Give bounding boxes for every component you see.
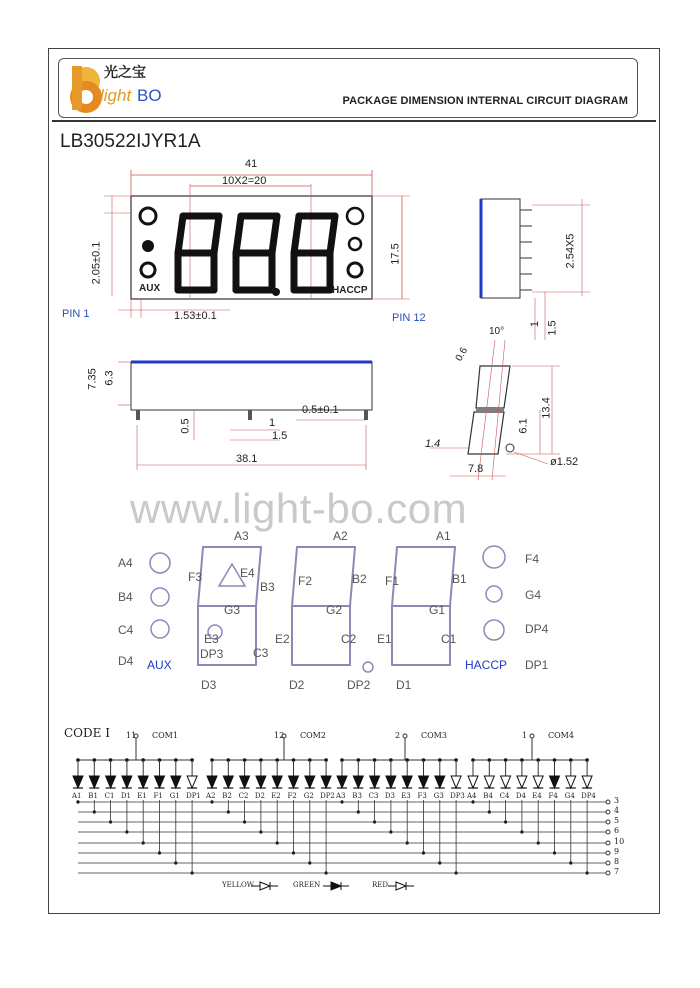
front-digit-3 xyxy=(294,216,335,290)
segment-pin-9: 9 xyxy=(614,847,620,856)
dim-2-54x5: 2.54X5 xyxy=(564,233,577,269)
diode-2-0 xyxy=(337,776,347,788)
segment-label-E4: E4 xyxy=(532,792,542,800)
map-label-d3-8: D3 xyxy=(201,678,217,692)
segment-label-DP2: DP2 xyxy=(320,792,335,800)
segment-pin-10: 10 xyxy=(614,837,625,846)
map-digit-1 xyxy=(392,547,455,665)
map-c4: C4 xyxy=(118,623,134,637)
diode-2-5 xyxy=(419,776,429,788)
front-digit-1-segment-5 xyxy=(178,216,183,253)
diode-0-3 xyxy=(122,776,132,788)
segment-label-A2: A2 xyxy=(206,792,216,800)
pin-terminal-2 xyxy=(606,820,610,824)
segment-label-E3: E3 xyxy=(401,792,411,800)
diode-2-7 xyxy=(451,776,461,788)
dim-10-deg: 10° xyxy=(489,326,505,337)
diode-3-0 xyxy=(468,776,478,788)
dim-0-5: 0.5 xyxy=(179,418,192,434)
map-g4: G4 xyxy=(525,588,542,602)
segment-label-B1: B1 xyxy=(88,792,98,800)
map-label-d3-5: E3 xyxy=(204,632,219,646)
dim-17-5: 17.5 xyxy=(389,243,402,265)
diode-1-4 xyxy=(272,776,282,788)
legend-green: GREEN xyxy=(293,881,321,889)
segment-label-F3: F3 xyxy=(417,792,427,800)
circuit-diagram xyxy=(73,734,610,890)
map-label-d3-4: G3 xyxy=(224,603,241,617)
dim-0-5pm: 0.5±0.1 xyxy=(302,404,339,416)
map-b4: B4 xyxy=(118,590,133,604)
front-digit-1-segment-1 xyxy=(214,216,219,253)
segment-label-F2: F2 xyxy=(287,792,297,800)
map-label-d3-3: B3 xyxy=(260,580,275,594)
segment-label-DP1: DP1 xyxy=(186,792,201,800)
segment-label-E1: E1 xyxy=(137,792,147,800)
diode-3-1 xyxy=(484,776,494,788)
diode-2-6 xyxy=(435,776,445,788)
pin-terminal-4 xyxy=(606,841,610,845)
segment-label-C3: C3 xyxy=(368,792,379,800)
map-label-d1-4: E1 xyxy=(377,632,392,646)
front-haccp: HACCP xyxy=(332,285,368,296)
dim-dia-1-52: ø1.52 xyxy=(550,456,579,468)
com-pin-2: 2 xyxy=(395,731,401,740)
dim-1: 1 xyxy=(269,417,276,429)
front-aux: AUX xyxy=(139,283,161,294)
diode-0-2 xyxy=(106,776,116,788)
map-label-d2-5: C2 xyxy=(341,632,357,646)
front-digit-2-segment-1 xyxy=(272,216,277,253)
diode-0-5 xyxy=(155,776,165,788)
segment-label-B3: B3 xyxy=(352,792,362,800)
map-a4: A4 xyxy=(118,556,133,570)
com-name-0: COM1 xyxy=(152,731,178,740)
dim-7-8: 7.8 xyxy=(468,463,484,475)
map-digit-2 xyxy=(292,547,355,665)
segment-label-G3: G3 xyxy=(433,792,444,800)
map-label-d3-2: E4 xyxy=(240,566,255,580)
circuit-title: CODE I xyxy=(64,726,110,740)
com-terminal-3 xyxy=(530,734,534,738)
segment-pin-6: 6 xyxy=(614,826,620,835)
dim-1-5: 1.5 xyxy=(272,430,288,442)
map-label-d1-6: D1 xyxy=(396,678,412,692)
side-dim-1: 1 xyxy=(529,320,542,328)
diode-2-3 xyxy=(386,776,396,788)
diode-1-7 xyxy=(321,776,331,788)
diode-2-4 xyxy=(402,776,412,788)
segment-label-C2: C2 xyxy=(238,792,249,800)
map-label-d2-7: DP2 xyxy=(347,678,371,692)
drawing-title: PACKAGE DIMENSION INTERNAL CIRCUIT DIAGRAM xyxy=(342,95,628,107)
pin-terminal-0 xyxy=(606,800,610,804)
map-label-d2-2: B2 xyxy=(352,572,367,586)
segment-label-C4: C4 xyxy=(499,792,510,800)
segment-label-G4: G4 xyxy=(564,792,575,800)
segment-pin-4: 4 xyxy=(614,806,620,815)
com-pin-3: 1 xyxy=(522,731,528,740)
dim-7-35: 7.35 xyxy=(86,368,99,390)
map-digit-3-segment-1 xyxy=(256,547,261,606)
diode-0-6 xyxy=(171,776,181,788)
legend-diode-0 xyxy=(260,882,270,890)
segment-pin-3: 3 xyxy=(614,796,620,805)
side-view xyxy=(481,199,590,340)
model-number: LB30522IJYR1A xyxy=(60,131,201,152)
pin-terminal-1 xyxy=(606,810,610,814)
legend-red: RED xyxy=(372,881,388,889)
pin-terminal-6 xyxy=(606,861,610,865)
diode-2-1 xyxy=(353,776,363,788)
brand-bo-text: BO xyxy=(137,86,162,105)
segment-pin-8: 8 xyxy=(614,857,620,866)
pin1-label: PIN 1 xyxy=(62,308,90,320)
dim-13-4: 13.4 xyxy=(540,397,553,419)
segment-label-A1: A1 xyxy=(72,792,82,800)
diode-0-0 xyxy=(73,776,83,788)
segment-label-D3: D3 xyxy=(384,792,395,800)
diode-3-5 xyxy=(550,776,560,788)
watermark: www.light-bo.com xyxy=(130,485,468,532)
diode-3-3 xyxy=(517,776,527,788)
dim-1-4: 1.4 xyxy=(425,438,441,450)
brand-cjk-text: 光之宝 xyxy=(104,64,146,80)
brand-light-text: light xyxy=(100,86,132,105)
front-digit-2-segment-5 xyxy=(236,216,241,253)
map-label-d3-0: A3 xyxy=(234,529,249,543)
pin-terminal-3 xyxy=(606,830,610,834)
diode-1-2 xyxy=(240,776,250,788)
com-pin-1: 12 xyxy=(274,731,285,740)
segment-label-D2: D2 xyxy=(254,792,265,800)
front-digit-2 xyxy=(236,216,277,290)
dim-41: 41 xyxy=(245,158,258,170)
segment-label-B4: B4 xyxy=(483,792,493,800)
map-dp4: DP4 xyxy=(525,622,549,636)
dim-10x2: 10X2=20 xyxy=(222,175,267,187)
com-terminal-2 xyxy=(403,734,407,738)
map-aux: AUX xyxy=(147,658,172,672)
segment-label-E2: E2 xyxy=(271,792,281,800)
legend-diode-2 xyxy=(396,882,406,890)
side-dim-1-5: 1.5 xyxy=(546,320,559,336)
diode-0-7 xyxy=(187,776,197,788)
map-label-d1-1: F1 xyxy=(385,574,400,588)
dim-0-6: 0.6 xyxy=(453,345,471,364)
segment-label-DP3: DP3 xyxy=(450,792,465,800)
segment-label-D4: D4 xyxy=(515,792,526,800)
dim-1-53: 1.53±0.1 xyxy=(174,310,217,322)
front-digit-3-segment-1 xyxy=(330,216,335,253)
dim-2-05: 2.05±0.1 xyxy=(90,241,103,285)
com-name-3: COM4 xyxy=(548,731,574,740)
com-name-1: COM2 xyxy=(300,731,326,740)
segment-pin-7: 7 xyxy=(614,867,620,876)
map-d4: D4 xyxy=(118,654,134,668)
diode-3-7 xyxy=(582,776,592,788)
diode-1-3 xyxy=(256,776,266,788)
map-label-d2-6: D2 xyxy=(289,678,305,692)
segment-label-F1: F1 xyxy=(153,792,163,800)
map-label-d2-0: A2 xyxy=(333,529,348,543)
com-name-2: COM3 xyxy=(421,731,447,740)
segment-label-F4: F4 xyxy=(548,792,558,800)
diode-0-4 xyxy=(138,776,148,788)
front-digit-3-segment-5 xyxy=(294,216,299,253)
diode-1-5 xyxy=(289,776,299,788)
diode-1-0 xyxy=(207,776,217,788)
map-dp1: DP1 xyxy=(525,658,549,672)
dim-38-1: 38.1 xyxy=(236,453,258,465)
map-label-d2-3: G2 xyxy=(326,603,343,617)
segment-label-DP4: DP4 xyxy=(581,792,596,800)
map-f4: F4 xyxy=(525,552,540,566)
diode-1-1 xyxy=(223,776,233,788)
legend-diode-1 xyxy=(331,882,341,890)
dim-6-3: 6.3 xyxy=(103,370,116,386)
legend-yellow: YELLOW xyxy=(222,881,254,889)
map-label-d1-5: C1 xyxy=(441,632,457,646)
segment-label-G1: G1 xyxy=(169,792,180,800)
segment-label-G2: G2 xyxy=(303,792,314,800)
diode-3-4 xyxy=(533,776,543,788)
map-label-d3-6: C3 xyxy=(253,646,269,660)
diode-3-6 xyxy=(566,776,576,788)
pin12-label: PIN 12 xyxy=(392,312,426,324)
front-digit-1 xyxy=(178,216,219,290)
map-label-d1-0: A1 xyxy=(436,529,451,543)
diode-1-6 xyxy=(305,776,315,788)
dim-6-1: 6.1 xyxy=(517,418,530,434)
map-label-d3-7: DP3 xyxy=(200,647,224,661)
segment-label-D1: D1 xyxy=(120,792,131,800)
diode-2-2 xyxy=(370,776,380,788)
map-label-d1-2: B1 xyxy=(452,572,467,586)
map-label-d3-1: F3 xyxy=(188,570,203,584)
map-label-d2-4: E2 xyxy=(275,632,290,646)
com-pin-0: 11 xyxy=(126,731,137,740)
pin-terminal-7 xyxy=(606,871,610,875)
front-digits xyxy=(178,216,335,290)
segment-label-A4: A4 xyxy=(467,792,477,800)
segment-pin-5: 5 xyxy=(614,816,620,825)
diode-0-1 xyxy=(89,776,99,788)
diode-3-2 xyxy=(501,776,511,788)
segment-label-B2: B2 xyxy=(222,792,232,800)
segment-label-A3: A3 xyxy=(336,792,346,800)
pin-terminal-5 xyxy=(606,851,610,855)
map-haccp: HACCP xyxy=(465,658,508,672)
map-digit-2-segment-5 xyxy=(292,547,297,606)
segment-label-C1: C1 xyxy=(104,792,115,800)
map-label-d1-3: G1 xyxy=(429,603,446,617)
map-label-d2-1: F2 xyxy=(298,574,313,588)
